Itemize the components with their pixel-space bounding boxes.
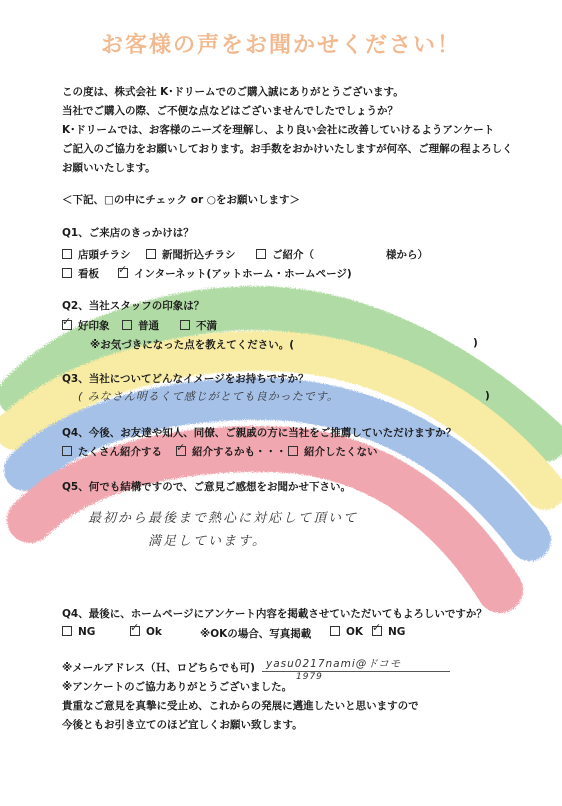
checkbox[interactable] (146, 249, 156, 259)
checkbox[interactable] (256, 249, 266, 259)
email-label: ※メールアドレス（Ｈ、ロどちらでも可) (62, 662, 255, 674)
checkbox-checked[interactable] (130, 626, 140, 636)
q4b-option[interactable]: OK (330, 626, 363, 638)
intro-line: この度は、株式会社 K･ドリームでのご購入誠にありがとうございます。 (62, 86, 404, 98)
thanks-line: ※アンケートのご協力ありがとうございました。 (62, 681, 293, 693)
checkbox-checked[interactable] (372, 626, 382, 636)
q2-option[interactable]: 普通 (122, 318, 159, 333)
q4b-label: Q4、最後に、ホームページにアンケート内容を掲載させていただいてもよろしいですか？ (62, 608, 487, 620)
q1-option[interactable]: ✓ インターネット(アットホーム・ホームページ) (118, 266, 352, 281)
q1-option[interactable]: 看板 (62, 266, 99, 281)
checkbox[interactable] (180, 320, 190, 330)
email-underline (262, 671, 450, 672)
page-title: お客様の声をお聞かせください！ (100, 33, 461, 58)
instruction: ＜下記、□の中にチェック or ○をお願いします＞ (62, 194, 300, 206)
q4a-option[interactable]: たくさん紹介する (62, 444, 162, 459)
email-value-extra: 1979 (296, 672, 323, 682)
checkbox[interactable] (62, 446, 72, 456)
intro-line: ご記入のご協力をお願いしております。お手数をおかけいたしますが何卒、ご理解の程よろしく (62, 143, 513, 155)
q1-option[interactable]: 新聞折込チラシ (146, 247, 236, 262)
q1-option-suffix: 様から） (386, 249, 428, 261)
checkbox-checked[interactable] (176, 446, 186, 456)
q4a-option[interactable]: ✓ 紹介するかも・・・ (176, 444, 287, 459)
thanks-line: 貴重なご意見を真摯に受止め、これからの発展に邁進したいと思いますので (62, 700, 419, 712)
q4a-label: Q4、今後、お友達や知人、同僚、ご親戚の方に当社をご推薦していただけますか？ (62, 427, 457, 439)
q3-answer: ( みなさん明るくて感じがとても良かったです。 (78, 390, 339, 403)
q4a-option[interactable]: 紹介したくない (288, 444, 378, 459)
q2-sub: ※お気づきになった点を教えてください。( (90, 339, 295, 351)
checkbox[interactable] (330, 626, 340, 636)
intro-line: K･ドリームでは、お客様のニーズを理解し、より良い会社に改善していけるようアンケート (62, 124, 495, 136)
email-value: yasu0217nami@ドコモ (266, 658, 402, 670)
q1-option[interactable]: 店頭チラシ (62, 247, 131, 262)
checkbox[interactable] (62, 626, 72, 636)
q1-label: Q1、ご来店のきっかけは？ (62, 227, 194, 239)
checkbox[interactable] (62, 249, 72, 259)
q5-answer-line1: 最初から最後まで熱心に対応して頂いて (88, 511, 359, 526)
q2-option[interactable]: 不満 (180, 318, 217, 333)
q2-close: ) (473, 337, 478, 349)
checkbox-checked[interactable] (118, 268, 128, 278)
intro-line: お願いいたします。 (62, 162, 156, 174)
q1-option[interactable]: ご紹介（ (256, 247, 314, 262)
q5-label: Q5、何でも結構ですので、ご意見ご感想をお聞かせ下さい。 (62, 481, 352, 493)
thanks-line: 今後ともお引き立てのほど宜しくお願い致します。 (62, 719, 303, 731)
q4b-option[interactable]: NG (62, 626, 95, 638)
q4b-option[interactable]: ✓ NG (372, 626, 405, 638)
q4b-option[interactable]: ✓ Ok (130, 626, 162, 638)
q3-label: Q3、当社についてどんなイメージをお持ちですか？ (62, 373, 309, 385)
q2-label: Q2、当社スタッフの印象は？ (62, 300, 205, 312)
checkbox[interactable] (122, 320, 132, 330)
q2-option[interactable]: ✓好印象 (62, 318, 110, 333)
q4b-photo-label: ※OKの場合、写真掲載 (200, 628, 312, 640)
checkbox[interactable] (288, 446, 298, 456)
q5-answer-line2: 満足しています。 (148, 534, 267, 549)
q3-close: ) (485, 390, 490, 402)
checkbox[interactable] (62, 268, 72, 278)
checkbox-checked[interactable] (62, 320, 72, 330)
intro-line: 当社でご購入の際、ご不便な点などはございませんでしたでしょうか？ (62, 105, 398, 117)
